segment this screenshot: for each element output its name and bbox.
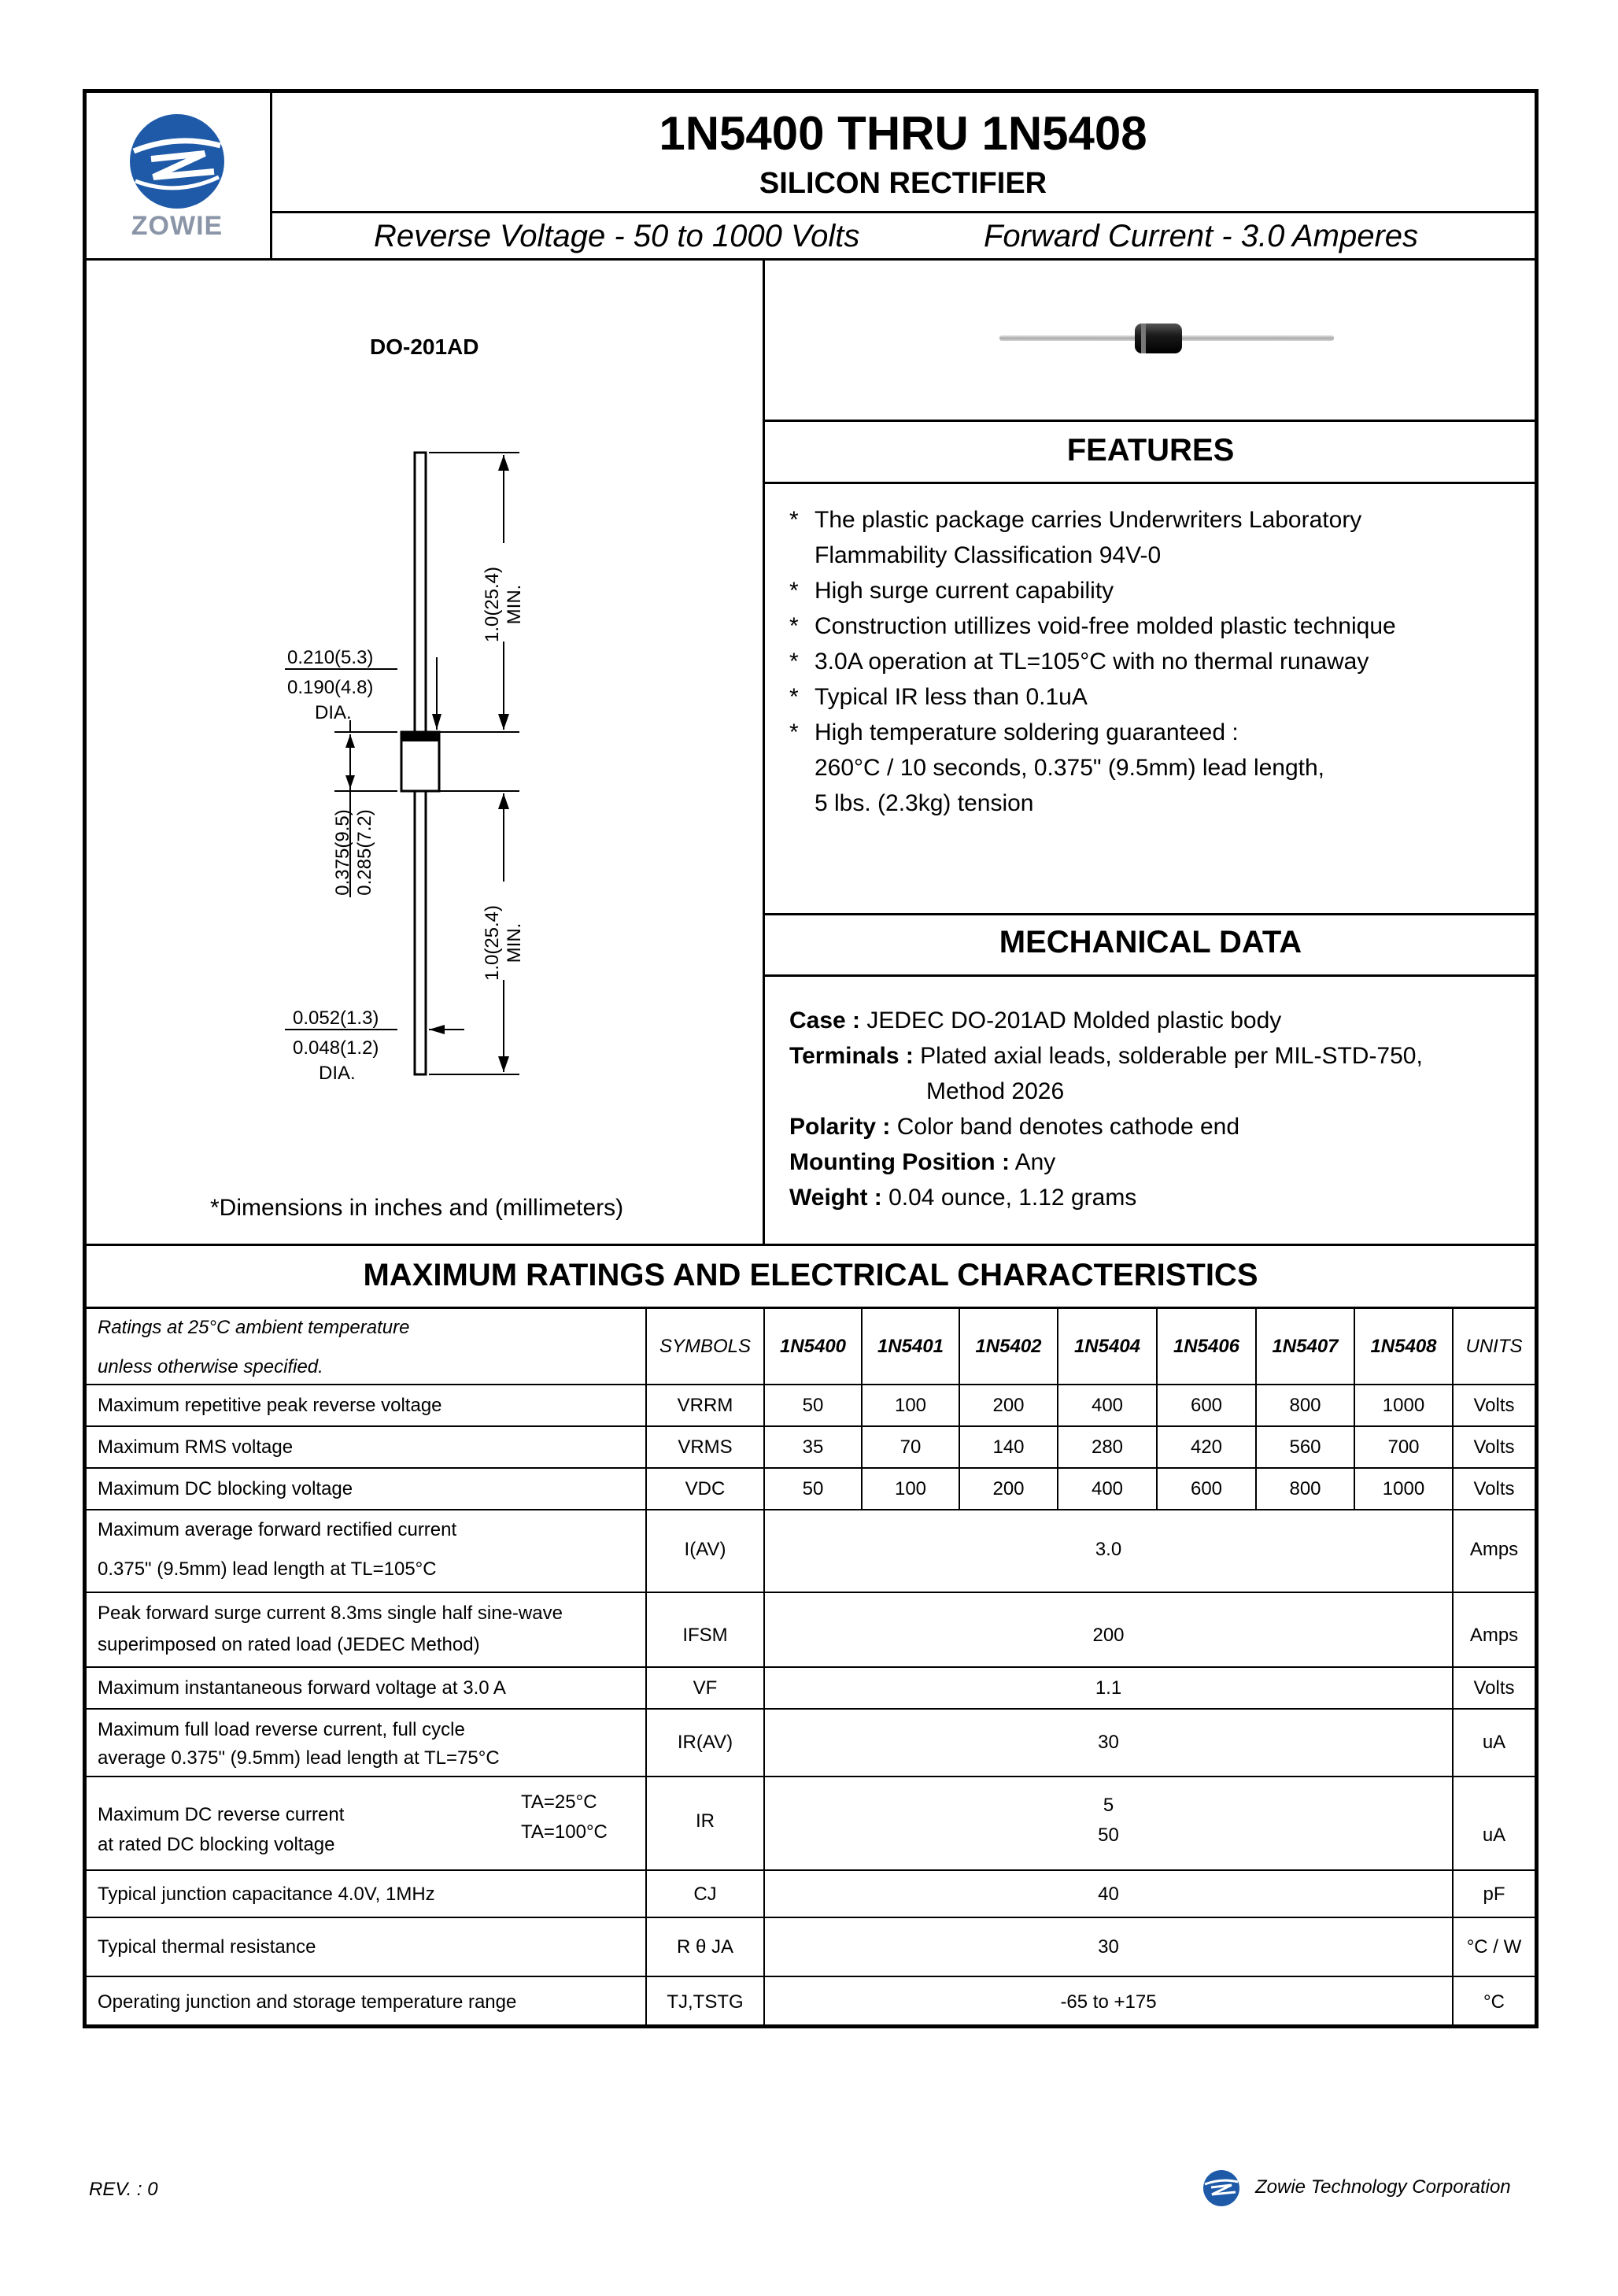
page-subtitle: SILICON RECTIFIER xyxy=(759,167,1047,200)
ratings-top-rule xyxy=(83,1244,1539,1246)
logo-text: ZOWIE xyxy=(131,211,223,241)
row-rule xyxy=(83,1425,1539,1427)
revision: REV. : 0 xyxy=(89,2179,158,2200)
part-header: 1N5404 xyxy=(1073,1336,1141,1357)
ratings-condition-2: unless otherwise specified. xyxy=(98,1356,323,1377)
mech-terminals: Terminals : Plated axial leads, solderable per MIL-STD-750, xyxy=(789,1043,1423,1069)
lead-dia-label: DIA. xyxy=(319,1063,356,1084)
part-header: 1N5400 xyxy=(779,1336,847,1357)
package-outline-drawing xyxy=(0,0,763,1244)
dimensions-note: *Dimensions in inches and (millimeters) xyxy=(210,1195,624,1221)
company-logo xyxy=(1202,2168,1241,2208)
part-header: 1N5407 xyxy=(1272,1336,1339,1357)
body-dia-max: 0.210(5.3) xyxy=(287,647,374,668)
units-header: UNITS xyxy=(1465,1336,1523,1357)
top-lead-length: 1.0(25.4) MIN. xyxy=(482,566,525,643)
mech-top-rule xyxy=(763,913,1539,915)
row-rule xyxy=(83,1467,1539,1469)
row-rule xyxy=(83,1917,1539,1918)
part-header: 1N5406 xyxy=(1173,1336,1240,1357)
features-top-rule xyxy=(763,420,1539,422)
mech-terminals-cont: Method 2026 xyxy=(926,1078,1065,1104)
row-rule xyxy=(83,1776,1539,1777)
package-label: DO-201AD xyxy=(370,335,479,359)
lead-dia-min: 0.048(1.2) xyxy=(293,1037,379,1059)
diode-image xyxy=(999,319,1338,362)
mechanical-heading: MECHANICAL DATA xyxy=(999,925,1302,959)
bottom-lead-length: 1.0(25.4) MIN. xyxy=(482,904,525,982)
row-rule xyxy=(83,1976,1539,1977)
part-header: 1N5408 xyxy=(1370,1336,1437,1357)
lead-dia-max: 0.052(1.3) xyxy=(293,1008,379,1029)
mech-mounting: Mounting Position : Any xyxy=(789,1149,1056,1175)
middle-divider xyxy=(763,258,765,1244)
row-rule xyxy=(83,1592,1539,1593)
part-header: 1N5402 xyxy=(975,1336,1042,1357)
body-dia-label: DIA. xyxy=(315,702,352,723)
row-rule xyxy=(83,1384,1539,1385)
ratings-condition-1: Ratings at 25°C ambient temperature xyxy=(98,1317,410,1338)
forward-current: Forward Current - 3.0 Amperes xyxy=(984,219,1419,253)
ratings-heading-rule xyxy=(83,1307,1539,1309)
features-heading-rule xyxy=(763,482,1539,484)
row-rule xyxy=(83,1666,1539,1668)
body-dia-min: 0.190(4.8) xyxy=(287,677,374,698)
ratings-heading: MAXIMUM RATINGS AND ELECTRICAL CHARACTERISTICS xyxy=(363,1258,1258,1292)
mech-polarity: Polarity : Color band denotes cathode end xyxy=(789,1114,1240,1140)
company-name: Zowie Technology Corporation xyxy=(1255,2176,1511,2198)
reverse-voltage: Reverse Voltage - 50 to 1000 Volts xyxy=(374,219,860,253)
page-title: 1N5400 THRU 1N5408 xyxy=(659,107,1147,160)
mech-heading-rule xyxy=(763,974,1539,977)
row-rule xyxy=(83,1869,1539,1871)
features-heading: FEATURES xyxy=(1066,433,1235,468)
logo-globe-icon xyxy=(1202,2168,1241,2208)
body-length: 0.375(9.5) 0.285(7.2) xyxy=(332,809,375,896)
mech-weight: Weight : 0.04 ounce, 1.12 grams xyxy=(789,1185,1137,1211)
part-header: 1N5401 xyxy=(877,1336,944,1357)
row-rule xyxy=(83,1509,1539,1510)
symbols-header: SYMBOLS xyxy=(659,1336,752,1357)
mech-case: Case : JEDEC DO-201AD Molded plastic body xyxy=(789,1008,1282,1033)
row-rule xyxy=(83,1708,1539,1710)
